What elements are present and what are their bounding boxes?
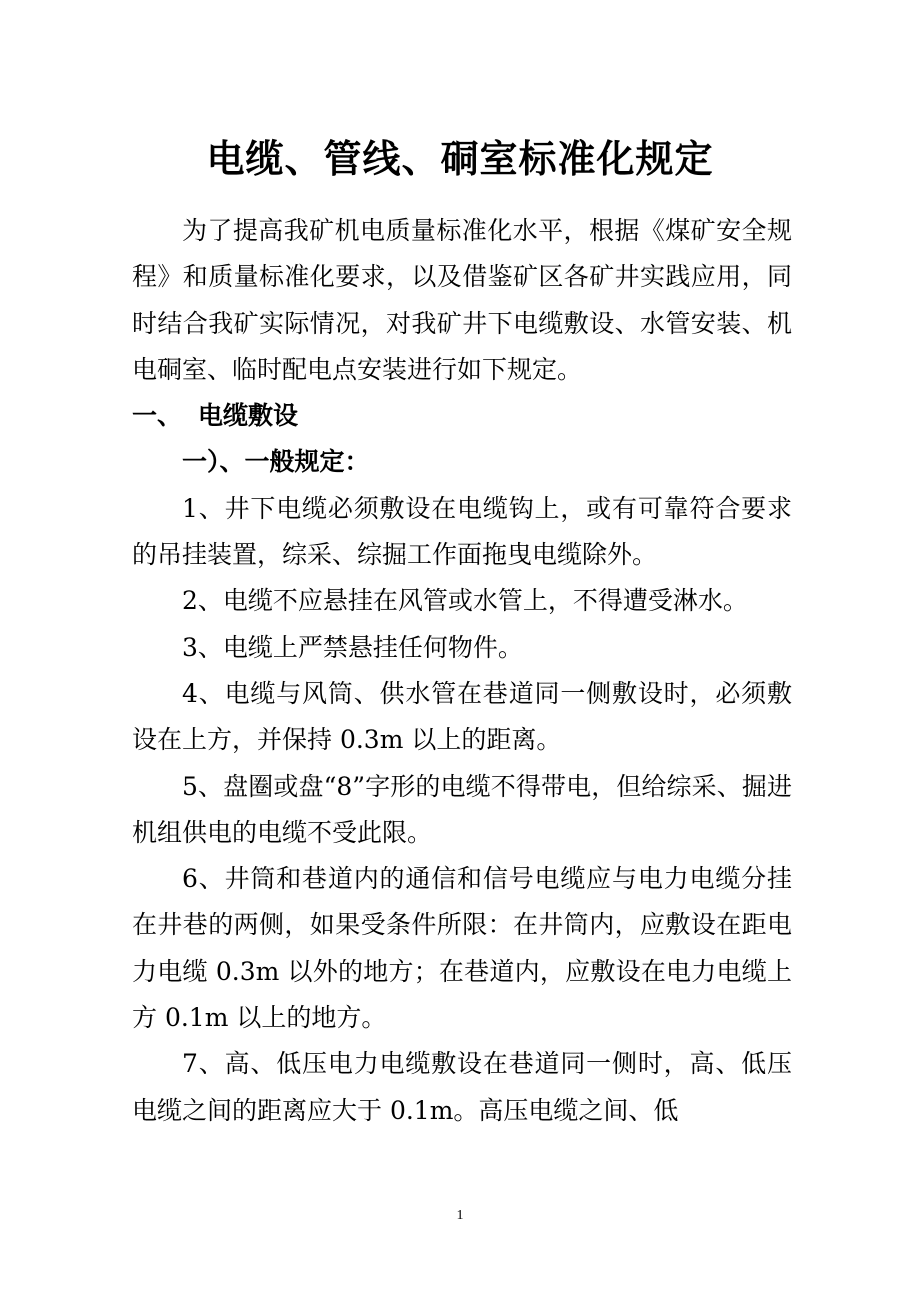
page-number: 1 [456, 1208, 464, 1223]
section-title: 电缆敷设 [198, 401, 299, 431]
intro-paragraph: 为了提高我矿机电质量标准化水平，根据《煤矿安全规程》和质量标准化要求，以及借鉴矿区各矿井实践应用，同时结合我矿实际情况，对我矿井下电缆敷设、水管安装、机电硐室、临时配电点安装进行如下规定。 [132, 216, 792, 384]
rule-paragraph-3: 3、电缆上严禁悬挂任何物件。 [182, 632, 523, 662]
document-body [132, 208, 792, 1134]
rule-paragraph-2: 2、电缆不应悬挂在风管或水管上，不得遭受淋水。 [182, 586, 748, 616]
section-number: 一、 [132, 401, 183, 431]
rule-paragraph-7: 7、高、低压电力电缆敷设在巷道同一侧时，高、低压电缆之间的距离应大于 0.1m。高压电缆之间、低 [132, 1049, 792, 1125]
section-heading-cable-laying [132, 393, 792, 439]
rule-paragraph-1: 1、井下电缆必须敷设在电缆钩上，或有可靠符合要求的吊挂装置，综采、综掘工作面拖曳电缆除外。 [132, 493, 792, 570]
rule-paragraph-5: 5、盘圈或盘“8”字形的电缆不得带电，但给综采、掘进机组供电的电缆不受此限。 [132, 771, 792, 847]
rule-paragraph-6: 6、井筒和巷道内的通信和信号电缆应与电力电缆分挂在井巷的两侧，如果受条件所限：在井筒内，应敷设在距电力电缆 0.3m 以外的地方；在巷道内，应敷设在电力电缆上方 0.1m 以上的地方。 [132, 864, 792, 1033]
rule-paragraph-4: 4、电缆与风筒、供水管在巷道同一侧敷设时，必须敷设在上方，并保持 0.3m 以上的距离。 [132, 678, 792, 755]
subsection-heading-general-rules: 一）、一般规定： [182, 447, 370, 477]
document-title: 电缆、管线、硐室标准化规定 [206, 136, 714, 181]
